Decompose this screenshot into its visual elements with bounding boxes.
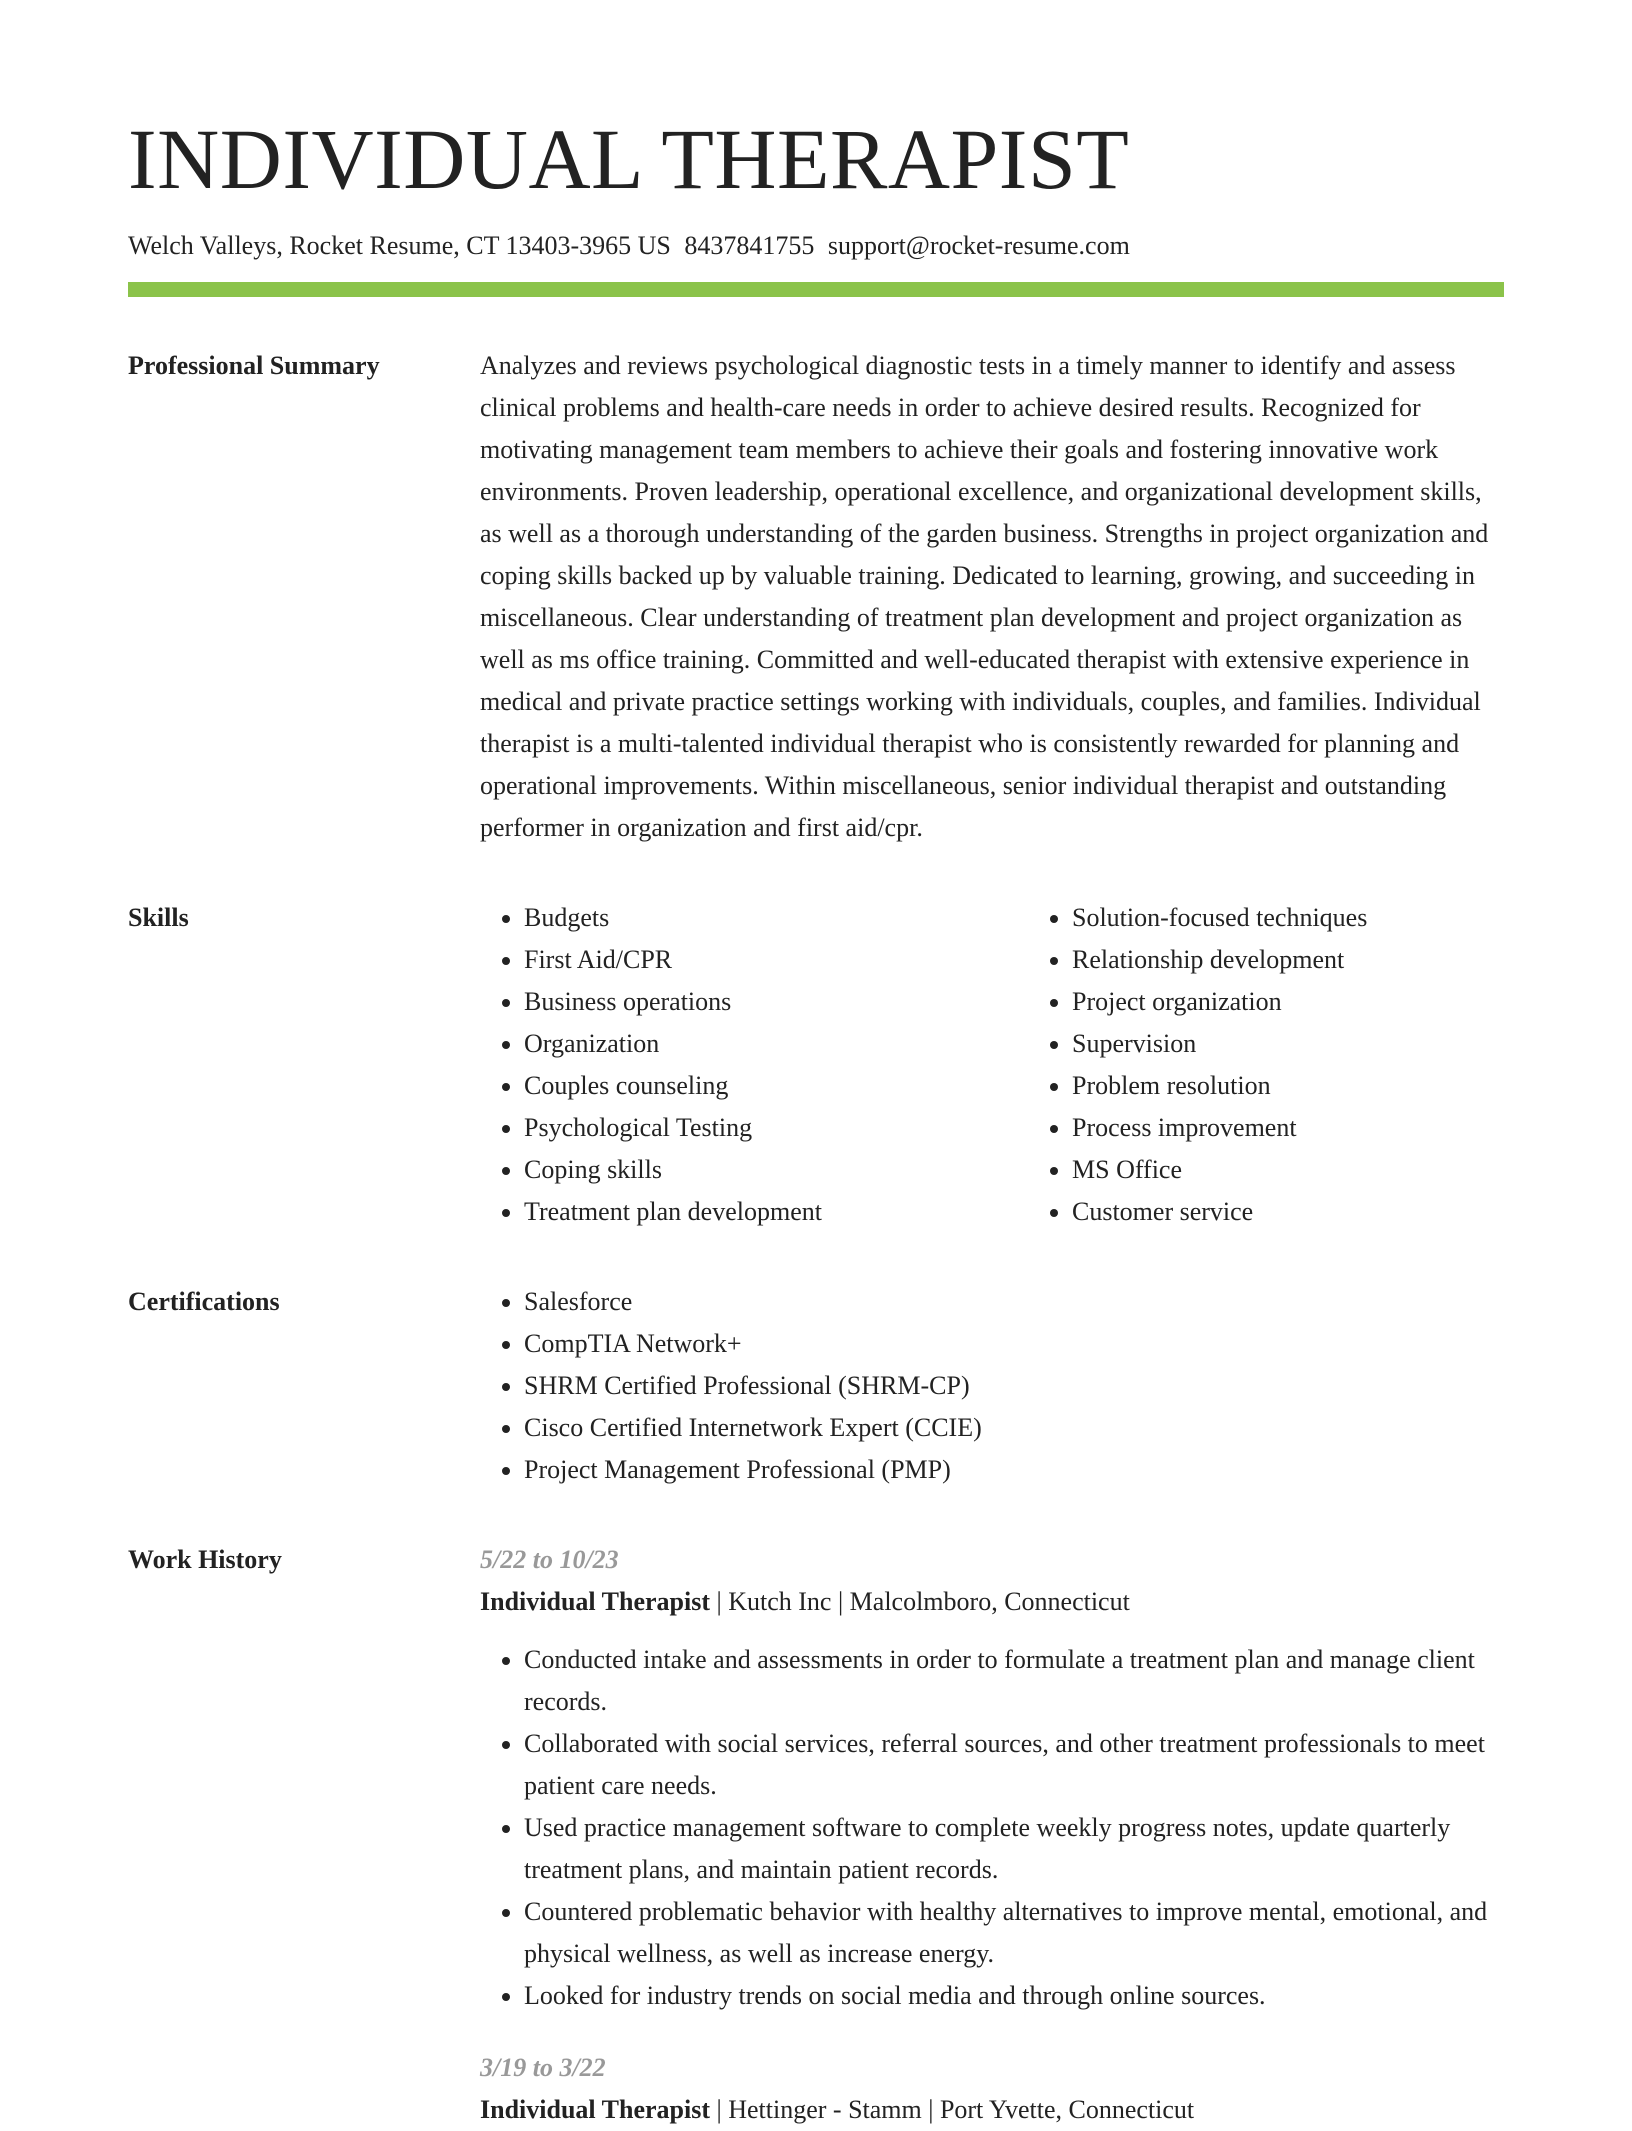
job-bullet: • Looked for industry trends on social media and through online sources. xyxy=(524,1975,1504,2017)
certification-item: • Salesforce xyxy=(524,1281,1504,1323)
contact-line xyxy=(128,231,1504,261)
skill-item: • Customer service xyxy=(1072,1191,1576,1233)
skill-item: • First Aid/CPR xyxy=(524,939,1028,981)
job-bullet-list xyxy=(480,1639,1504,2017)
skill-item: • Psychological Testing xyxy=(524,1107,1028,1149)
summary-heading: Professional Summary xyxy=(128,350,380,380)
job-heading xyxy=(480,1581,1504,1623)
job-heading xyxy=(480,2089,1504,2131)
skill-item: • Coping skills xyxy=(524,1149,1028,1191)
skill-item: • Project organization xyxy=(1072,981,1576,1023)
skill-item: • Budgets xyxy=(524,897,1028,939)
skill-item: • MS Office xyxy=(1072,1149,1576,1191)
skills-heading: Skills xyxy=(128,902,189,932)
certification-item: • CompTIA Network+ xyxy=(524,1323,1504,1365)
accent-divider xyxy=(128,282,1504,297)
skill-item: • Couples counseling xyxy=(524,1065,1028,1107)
job-bullet: • Conducted intake and assessments in order to formulate a treatment plan and manage client records. xyxy=(524,1639,1504,1723)
certification-item: • Cisco Certified Internetwork Expert (CCIE) xyxy=(524,1407,1504,1449)
work-history-section xyxy=(128,1539,1504,2131)
job-dates: 5/22 to 10/23 xyxy=(480,1544,619,1574)
certification-item: • SHRM Certified Professional (SHRM-CP) xyxy=(524,1365,1504,1407)
skill-item: • Relationship development xyxy=(1072,939,1576,981)
contact-email: support@rocket-resume.com xyxy=(827,230,1130,260)
skills-list-right xyxy=(1028,897,1576,1233)
job-bullet: • Collaborated with social services, referral sources, and other treatment professionals to meet patient care needs. xyxy=(524,1723,1504,1807)
certifications-heading: Certifications xyxy=(128,1286,280,1316)
job-bullet: • Used practice management software to complete weekly progress notes, update quarterly treatment plans, and maintain patient records. xyxy=(524,1807,1504,1891)
skill-item: • Supervision xyxy=(1072,1023,1576,1065)
contact-phone: 8437841755 xyxy=(684,230,815,260)
skill-item: • Process improvement xyxy=(1072,1107,1576,1149)
certifications-list xyxy=(480,1281,1504,1491)
job-bullet: • Countered problematic behavior with healthy alternatives to improve mental, emotional, and physical wellness, as well as increase energy. xyxy=(524,1891,1504,1975)
skill-item: • Problem resolution xyxy=(1072,1065,1576,1107)
skills-section xyxy=(128,897,1504,1233)
job-dates: 3/19 to 3/22 xyxy=(480,2052,606,2082)
job-title: Individual Therapist xyxy=(480,2094,711,2124)
certifications-section xyxy=(128,1281,1504,1491)
job-entry xyxy=(480,1539,1504,2017)
job-details: | Hettinger - Stamm | Port Yvette, Connecticut xyxy=(716,2094,1195,2124)
contact-address: Welch Valleys, Rocket Resume, CT 13403-3965 US xyxy=(128,230,671,260)
job-title: Individual Therapist xyxy=(480,1586,711,1616)
skill-item: • Treatment plan development xyxy=(524,1191,1028,1233)
skill-item: • Organization xyxy=(524,1023,1028,1065)
job-entry xyxy=(480,2047,1504,2131)
skill-item: • Solution-focused techniques xyxy=(1072,897,1576,939)
summary-section xyxy=(128,345,1504,849)
resume-name: INDIVIDUAL THERAPIST xyxy=(128,111,1130,207)
job-details: | Kutch Inc | Malcolmboro, Connecticut xyxy=(716,1586,1130,1616)
summary-text: Analyzes and reviews psychological diagnostic tests in a timely manner to identify and assess clinical problems and health-care needs in order to achieve desired results. Recognized for motivating management team members to achieve their goals and fostering innovative work environments. Proven leadership, operational excellence, and organizational development skills, as well as a thorough understanding of the garden business. Strengths in project organization and coping skills backed up by valuable training. Dedicated to learning, growing, and succeeding in miscellaneous. Clear understanding of treatment plan development and project organization as well as ms office training. Committed and well-educated therapist with extensive experience in medical and private practice settings working with individuals, couples, and families. Individual therapist is a multi-talented individual therapist who is consistently rewarded for planning and operational improvements. Within miscellaneous, senior individual therapist and outstanding performer in organization and first aid/cpr. xyxy=(480,350,1489,842)
skill-item: • Business operations xyxy=(524,981,1028,1023)
work-history-heading: Work History xyxy=(128,1544,282,1574)
certification-item: • Project Management Professional (PMP) xyxy=(524,1449,1504,1491)
skills-list-left xyxy=(480,897,1028,1233)
